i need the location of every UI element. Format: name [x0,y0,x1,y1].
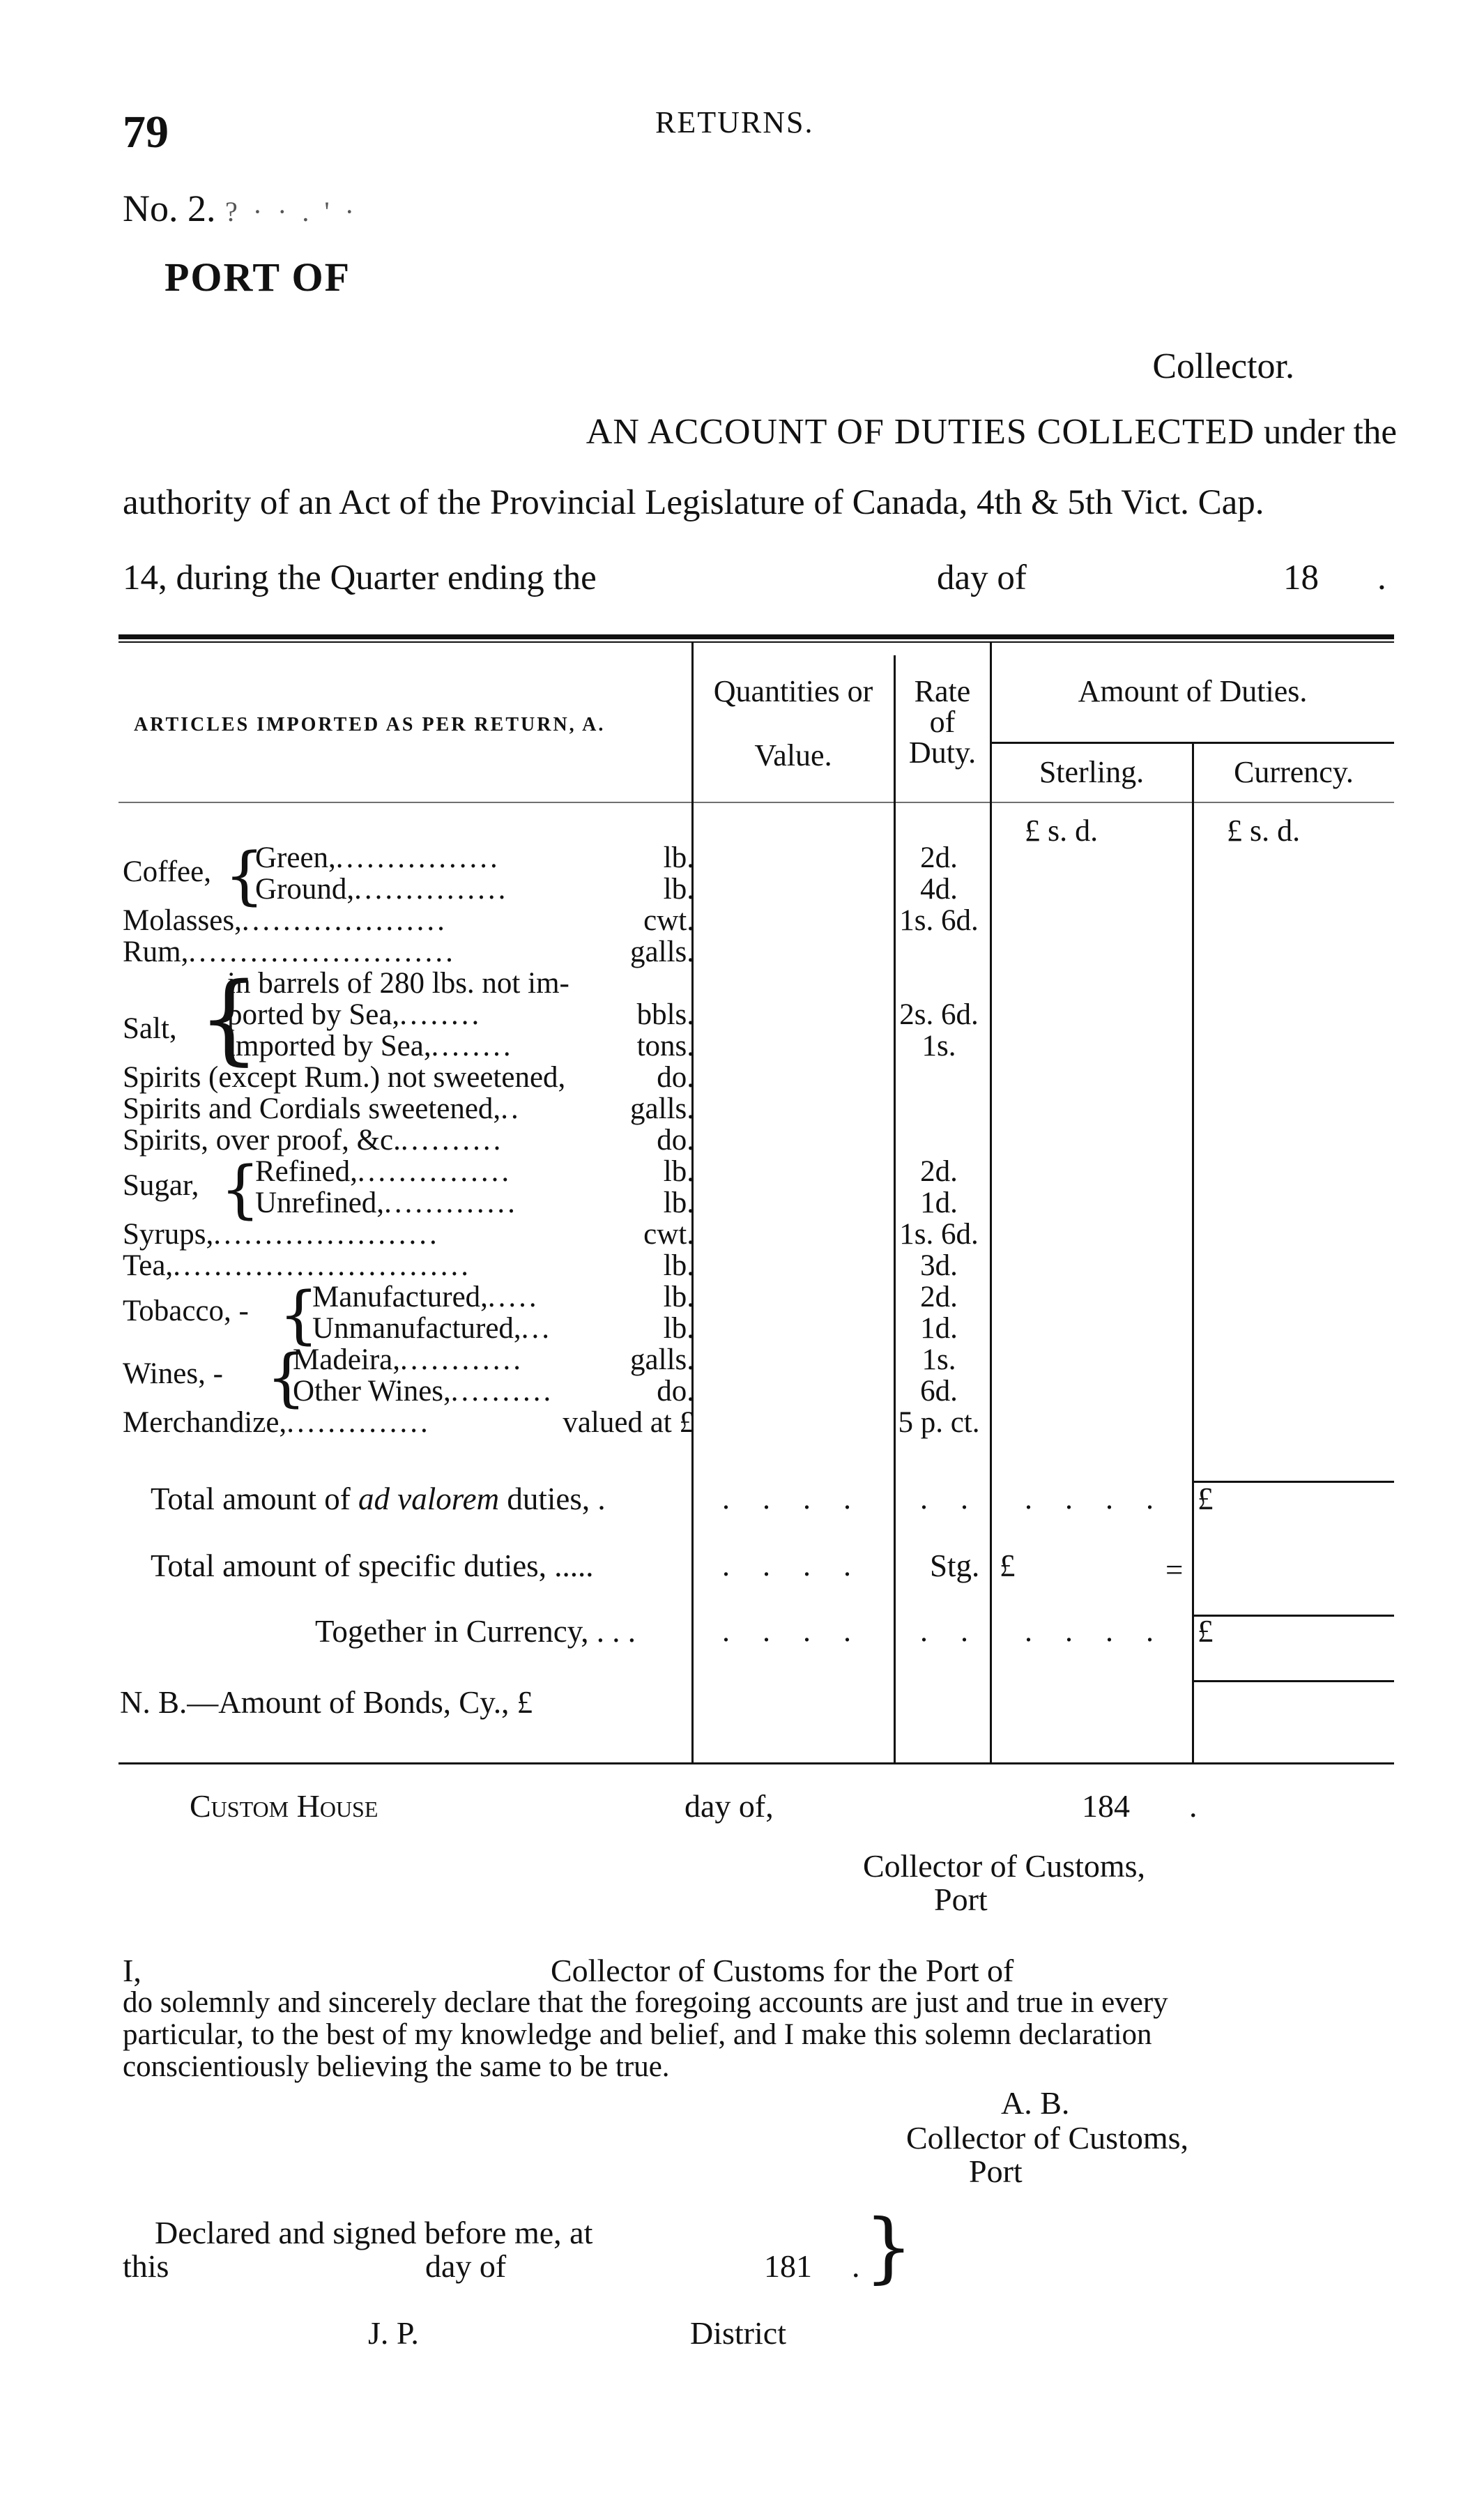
dots-sterling-3: . . . . [1025,1614,1166,1648]
decl-line-3: conscientiously believing the same to be true. [123,2050,670,2083]
row-group-label: Coffee, [123,855,211,888]
table-row [123,1250,694,1281]
lsd-sterling: £ s. d. [1025,814,1099,848]
dots-rate-1: . . [920,1481,981,1516]
row-item: imported by Sea, [227,1030,431,1062]
table-row [123,968,694,999]
row-unit: lb. [663,873,694,906]
col-quantities-header: Quantities or [713,674,873,708]
row-rate: 3d. [920,1249,958,1282]
title-line-3-a: 14, during the Quarter ending the [123,558,597,597]
col-currency-header: Currency. [1234,755,1354,789]
declared-signed: Declared and signed before me, at [155,2215,593,2250]
col-articles-header: ARTICLES IMPORTED AS PER RETURN, A. [134,714,606,735]
dots-rate-3: . . [920,1614,981,1648]
row-rate: 4d. [920,873,958,906]
decl-collector: Collector of Customs for the Port of [551,1953,1014,1988]
stg-label: Stg. [930,1548,980,1583]
row-dots: ........ [431,1030,514,1062]
row-unit: cwt. [643,1218,694,1251]
lsd-currency: £ s. d. [1227,814,1301,848]
row-item: Syrups, [123,1218,214,1251]
table-row [123,1124,694,1156]
row-item: Rum, [123,936,189,968]
table-row [123,1093,694,1124]
header-bottom-rule [118,802,1394,803]
row-item: Other Wines, [293,1375,451,1408]
total-ad-valorem [151,1481,606,1517]
dots-qty-1: . . . . [722,1481,864,1516]
title-line-2: authority of an Act of the Provincial Legislature of Canada, 4th & 5th Vict. Cap. [123,483,1264,522]
table-row [123,1407,694,1438]
footer-day-of: day of, [684,1788,774,1824]
dots-qty-2: . . . . [722,1548,864,1583]
row-unit: bbls. [636,998,694,1031]
title-line-1 [123,411,1397,452]
row-item: Ground, [255,873,355,906]
table-row [123,936,694,968]
table-row [123,1313,694,1344]
together-currency: Together in Currency, . . . [315,1614,636,1649]
row-dots: ............... [357,1155,512,1188]
table-row [123,1187,694,1219]
row-dots: ...................... [213,1218,440,1251]
row-item: Green, [255,841,336,874]
row-item: Molasses, [123,904,242,937]
row-unit: galls. [630,936,694,968]
row-dots: .......... [400,1124,504,1157]
table-row [123,1281,694,1313]
table-row [123,999,694,1030]
row-dots: ................ [335,841,500,874]
row-group-label: Sugar, [123,1169,199,1202]
row-dots: ............ [400,1343,524,1376]
row-dots: ... [521,1312,552,1345]
pound-sterling-2: £ [1000,1548,1016,1583]
row-rate: 2d. [920,1281,958,1313]
title-line-3-b: day of [937,558,1027,597]
col-rate-header-3: Duty. [908,735,977,770]
row-dots: .................... [241,904,448,937]
row-unit: lb. [663,1281,694,1313]
footer-year-dot: . [1189,1788,1198,1824]
row-rate: 1s. 6d. [899,1218,979,1251]
row-dots: ........ [399,998,482,1031]
table-top-rule-thin [118,641,1394,643]
decl-line-2: particular, to the best of my knowledge and belief, and I make this solemn declaration [123,2018,1152,2051]
row-unit: galls. [630,1343,694,1376]
row-item: ported by Sea, [227,998,400,1031]
row-item: Manufactured, [312,1281,488,1313]
currency-rule-2 [1192,1615,1394,1617]
row-rate: 2s. 6d. [899,998,979,1031]
currency-rule-1 [1192,1481,1394,1483]
col-amount-header: Amount of Duties. [1078,674,1308,708]
signatory-ab: A. B. [1001,2085,1070,2121]
row-unit: tons. [636,1030,694,1062]
brace-salt: { [198,962,261,1076]
row-item: Spirits, over proof, &c. [123,1124,401,1157]
table-row [123,1219,694,1250]
table-bottom-rule [118,1762,1394,1764]
row-unit: galls. [630,1092,694,1125]
row-item: Spirits (except Rum.) not sweetened, [123,1061,566,1094]
row-unit: do. [657,1375,694,1408]
row-dots: .......................... [188,936,456,968]
decl-line-1: do solemnly and sincerely declare that the foregoing accounts are just and true in every [123,1986,1168,2019]
brace-declared: } [864,2202,913,2292]
page-number: 79 [123,107,169,158]
row-item: Tea, [123,1249,174,1282]
row-dots: .. [500,1092,521,1125]
row-unit: cwt. [643,904,694,937]
col-value-header: Value. [754,738,832,772]
total-ad-valorem-i: ad valorem [358,1481,500,1516]
running-head: RETURNS. [655,105,814,139]
form-number-label: No. 2. [123,188,216,229]
title-line-3-d: . [1377,558,1386,597]
brace-sugar: { [220,1153,261,1226]
collector-port: Port [934,1882,988,1917]
col-rate-header-2: of [929,705,956,739]
declared-this: this [123,2248,169,2284]
declared-dot: . [852,2248,860,2284]
row-item: Spirits and Cordials sweetened, [123,1092,501,1125]
total-ad-valorem-b: duties, . [499,1481,606,1516]
district-label: District [690,2315,786,2351]
row-unit: do. [657,1061,694,1094]
table-row [123,1344,694,1375]
signatory-port: Port [969,2153,1023,2189]
row-unit: lb. [663,1312,694,1345]
row-dots: ..... [487,1281,540,1313]
row-unit: lb. [663,841,694,874]
row-item: Unmanufactured, [312,1312,521,1345]
title-caps: AN ACCOUNT OF DUTIES COLLECTED [586,412,1255,452]
dots-qty-3: . . . . [722,1614,864,1648]
port-of-heading: PORT OF [165,254,351,300]
row-dots: ............... [354,873,509,906]
row-rate: 1s. [921,1030,956,1062]
row-rate: 2d. [920,1155,958,1188]
row-item: Refined, [255,1155,358,1188]
decl-i: I, [123,1953,141,1988]
form-number [123,187,358,230]
form-number-faint: ? · · . ' · [225,196,358,227]
row-rate: 5 p. ct. [898,1406,980,1439]
row-rate: 1s. [921,1343,956,1376]
signatory-collector: Collector of Customs, [906,2120,1189,2156]
row-dots: ............................. [173,1249,471,1282]
title-line-3 [123,558,1397,598]
row-unit: lb. [663,1155,694,1188]
row-item: in barrels of 280 lbs. not im- [227,967,569,1000]
nb-bonds: N. B.—Amount of Bonds, Cy., £ [120,1685,533,1720]
title-line-3-c: 18 [1283,558,1319,597]
dots-sterling-1: . . . . [1025,1481,1166,1516]
table-row [123,1062,694,1093]
row-rate: 2d. [920,841,958,874]
row-unit: lb. [663,1187,694,1219]
pound-currency-3: £ [1198,1614,1214,1649]
total-ad-valorem-a: Total amount of [151,1481,359,1516]
row-rate: 6d. [920,1375,958,1408]
table-row [123,874,694,905]
col-sterling-header: Sterling. [1039,755,1145,789]
row-group-label: Salt, [123,1012,177,1045]
table-row [123,1156,694,1187]
declared-day-of: day of [425,2248,507,2284]
brace-tobacco: { [279,1279,319,1352]
table-row [123,1375,694,1407]
declared-year: 181 [764,2248,812,2284]
total-specific: Total amount of specific duties, ..... [151,1548,594,1583]
equals-mark: = [1165,1553,1184,1587]
col-rate-header-1: Rate [914,674,971,708]
table-row [123,1030,694,1062]
row-dots: .............. [286,1406,431,1439]
row-group-label: Wines, - [123,1357,223,1390]
title-rest: under the [1255,413,1397,452]
row-group-label: Tobacco, - [123,1295,249,1327]
table-row [123,905,694,936]
row-rate: 1d. [920,1312,958,1345]
table-top-rule [118,634,1394,639]
table-row [123,842,694,874]
row-unit: do. [657,1124,694,1157]
row-unit: lb. [663,1249,694,1282]
row-unit: valued at £ [563,1406,694,1439]
row-item: Madeira, [293,1343,401,1376]
pound-currency-1: £ [1198,1481,1214,1516]
row-rate: 1s. 6d. [899,904,979,937]
row-item: Unrefined, [255,1187,385,1219]
brace-coffee: { [224,839,265,913]
currency-rule-3 [1192,1680,1394,1682]
footer-year: 184 [1082,1788,1130,1824]
collector-label: Collector. [1152,346,1294,386]
col-divider-3 [990,643,992,1762]
brace-wines: { [266,1341,307,1415]
row-dots: ............. [384,1187,518,1219]
collector-of-customs: Collector of Customs, [863,1848,1146,1884]
row-rate: 1d. [920,1187,958,1219]
jp-label: J. P. [368,2315,419,2351]
row-dots: .......... [450,1375,554,1408]
row-item: Merchandize, [123,1406,287,1439]
custom-house: Custom House [190,1788,378,1824]
col-divider-4 [1192,743,1194,1762]
